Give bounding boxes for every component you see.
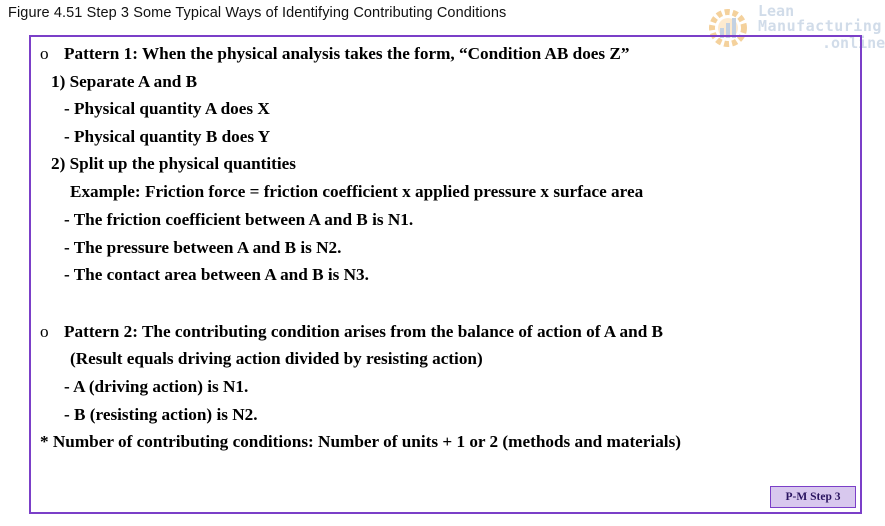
contributing-conditions-note: * Number of contributing conditions: Number of units + 1 or 2 (methods and materials) (40, 432, 681, 451)
pattern1-step1-item: - Physical quantity A does X (64, 99, 270, 118)
pattern1-heading (40, 45, 629, 62)
pattern2-bullet: o (40, 322, 49, 341)
pattern2-heading-text: Pattern 2: The contributing condition arises from the balance of action of A and B (64, 322, 664, 341)
pattern1-example: Example: Friction force = friction coefficient x applied pressure x surface area (70, 182, 644, 201)
pattern1-step1: 1) Separate A and B (51, 72, 198, 91)
pattern2-heading (40, 323, 663, 340)
pattern1-bullet: o (40, 44, 49, 63)
watermark-online: .online (822, 34, 885, 52)
pattern1-step2-item: - The contact area between A and B is N3. (64, 265, 369, 284)
pattern1-step2: 2) Split up the physical quantities (51, 154, 296, 173)
pattern1-step2-item: - The pressure between A and B is N2. (64, 238, 342, 257)
step-badge: P-M Step 3 (770, 486, 856, 508)
pattern1-heading-text: Pattern 1: When the physical analysis takes the form, “Condition AB does Z” (64, 44, 630, 63)
watermark-lean: Lean (758, 2, 795, 20)
pattern2-subheading: (Result equals driving action divided by resisting action) (70, 349, 483, 368)
pattern2-item: - B (resisting action) is N2. (64, 405, 258, 424)
figure-caption: Figure 4.51 Step 3 Some Typical Ways of Identifying Contributing Conditions (8, 5, 507, 21)
pattern1-step2-item: - The friction coefficient between A and B is N1. (64, 210, 414, 229)
watermark-manufacturing: Manufacturing (758, 17, 882, 35)
pattern1-step1-item: - Physical quantity B does Y (64, 127, 271, 146)
pattern2-item: - A (driving action) is N1. (64, 377, 249, 396)
